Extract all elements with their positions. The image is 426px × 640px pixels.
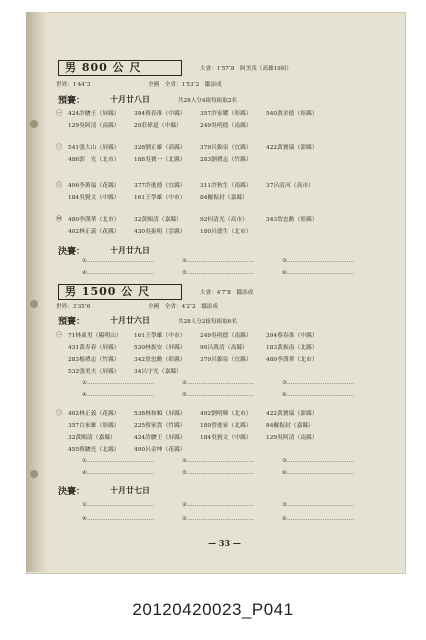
- athlete-entry: 377許進德（宜縣）: [134, 183, 186, 189]
- athlete-entry: 431黃寿春（屏縣）: [68, 345, 120, 351]
- athlete-entry: 400呂金坤（花縣）: [134, 447, 186, 453]
- athlete-entry: 541張大山（屏縣）: [68, 145, 120, 151]
- event-800-final-date: 十月廿九日: [110, 245, 150, 255]
- heat-number: ㊃: [56, 216, 63, 223]
- page-content: [52, 18, 397, 568]
- heat-row: [68, 342, 332, 351]
- athlete-entry: 530林振安（屏縣）: [134, 345, 186, 351]
- athlete-entry: 342詹忠勳（彰縣）: [134, 357, 186, 363]
- event-800-prelim-date: 十月廿八日: [110, 94, 150, 104]
- event-1500-final-label: 決賽：: [58, 487, 86, 497]
- event-1500-national-record: 全國 全省：4′2″2 鄒添成: [148, 304, 218, 310]
- final-place: ④………………………………: [82, 516, 155, 522]
- athlete-entry: 90呂萬清（高縣）: [200, 345, 248, 351]
- event-800-prelim-label: 預賽：: [58, 96, 86, 106]
- final-place: ①………………………………: [82, 502, 155, 508]
- athlete-entry: 129吳阿清（南縣）: [266, 435, 318, 441]
- athlete-entry: 161王學雄（中市）: [134, 333, 186, 339]
- athlete-entry: 283劉禮志（竹縣）: [200, 157, 252, 163]
- semi-place: ⑤………………………………: [182, 470, 255, 476]
- athlete-entry: 430吳振明（雲縣）: [134, 229, 186, 235]
- athlete-entry: 20莊偉道（中縣）: [134, 123, 182, 129]
- athlete-entry: 225蔡家貴（竹縣）: [134, 423, 186, 429]
- heat-row: [68, 444, 200, 453]
- final-place: ①………………………………: [82, 258, 155, 264]
- heat-row: [68, 226, 266, 235]
- athlete-entry: 455蔡駿光（北縣）: [68, 447, 120, 453]
- final-place: ⑤………………………………: [182, 270, 255, 276]
- heat-number: ㊂: [56, 182, 63, 189]
- image-caption: 20120420023_P041: [132, 600, 294, 619]
- athlete-entry: 492劉明輝（北市）: [200, 411, 252, 417]
- heat-row: [68, 154, 266, 163]
- athlete-entry: 486郭 光（北市）: [68, 157, 120, 163]
- athlete-entry: 37呂清河（高市）: [266, 183, 314, 189]
- page-number: — 33 —: [208, 538, 241, 548]
- athlete-entry: 379呂錦泉（宜縣）: [200, 357, 252, 363]
- semi-place: ③………………………………: [282, 458, 355, 464]
- semi-place: ①………………………………: [82, 380, 155, 386]
- event-800-final-label: 決賽：: [58, 247, 86, 257]
- athlete-entry: 92何清光（高市）: [200, 217, 248, 223]
- semi-place: ②………………………………: [182, 458, 255, 464]
- athlete-entry: 424許駿王（屏縣）: [68, 111, 120, 117]
- binding-hole: [30, 470, 38, 478]
- final-place: ④………………………………: [82, 270, 155, 276]
- event-1500-title: 男 1500 公 尺: [58, 284, 182, 300]
- page-gutter: [26, 12, 48, 572]
- athlete-entry: 357白家雄（彰縣）: [68, 423, 120, 429]
- athlete-entry: 180呂德生（北市）: [200, 229, 252, 235]
- semi-place: ⑥………………………………: [282, 392, 355, 398]
- athlete-entry: 540黃金德（彰縣）: [266, 111, 318, 117]
- final-place: ③………………………………: [282, 258, 355, 264]
- athlete-entry: 249吳明德（南縣）: [200, 333, 252, 339]
- heat-row: [68, 142, 332, 151]
- heat-row: [68, 120, 266, 129]
- final-place: ②………………………………: [182, 258, 255, 264]
- athlete-entry: 184吳賢文（中縣）: [200, 435, 252, 441]
- athlete-entry: 32黃順清（嘉縣）: [68, 435, 116, 441]
- heat-row: [68, 432, 332, 441]
- heat-row: [68, 180, 332, 189]
- binding-hole: [30, 120, 38, 128]
- athlete-entry: 311許秋生（南縣）: [200, 183, 252, 189]
- semi-place: ④………………………………: [82, 392, 155, 398]
- semi-place: ⑤………………………………: [182, 392, 255, 398]
- heat-row: [68, 108, 332, 117]
- athlete-entry: 402林正義（花縣）: [68, 411, 120, 417]
- athlete-entry: 189曾進家（北縣）: [200, 423, 252, 429]
- athlete-entry: 283楊禮志（竹縣）: [68, 357, 120, 363]
- athlete-entry: 328劉正雄（高縣）: [134, 145, 186, 151]
- heat-row: [68, 214, 332, 223]
- athlete-entry: 34呂守光（嘉縣）: [134, 369, 182, 375]
- athlete-entry: 379呂錦泉（宜縣）: [200, 145, 252, 151]
- athlete-entry: 357許家耀（彰縣）: [200, 111, 252, 117]
- athlete-entry: 343詹忠勳（彰縣）: [266, 217, 318, 223]
- athlete-entry: 394蔡春淮（中縣）: [134, 111, 186, 117]
- athlete-entry: 84羅振封（嘉縣）: [200, 195, 248, 201]
- final-place: ⑥………………………………: [282, 516, 355, 522]
- event-1500-prelim-note: 共28人分2組每組取6名: [178, 319, 237, 325]
- athlete-entry: 402林正義（花縣）: [68, 229, 120, 235]
- binding-hole: [30, 300, 38, 308]
- semi-place: ②………………………………: [182, 380, 255, 386]
- heat-number: ㊁: [56, 144, 63, 151]
- final-place: ③………………………………: [282, 502, 355, 508]
- heat-row: [68, 354, 332, 363]
- athlete-entry: 532張美夫（屏縣）: [68, 369, 120, 375]
- athlete-entry: 183黃振南（北縣）: [266, 345, 318, 351]
- event-800-title: 男 800 公 尺: [58, 60, 182, 76]
- heat-number: ㊀: [56, 110, 63, 117]
- event-800-world-record: 世界：1′44″3: [56, 82, 91, 88]
- semi-place: ①………………………………: [82, 458, 155, 464]
- athlete-entry: 249吳明德（南縣）: [200, 123, 252, 129]
- athlete-entry: 84羅振封（嘉縣）: [266, 423, 314, 429]
- athlete-entry: 480李漢華（北市）: [266, 357, 318, 363]
- athlete-entry: 184吳賢文（中縣）: [68, 195, 120, 201]
- heat-row: [68, 366, 200, 375]
- event-800-prelim-note: 共28人分4組每組取2名: [178, 98, 237, 104]
- heat-row: [68, 192, 266, 201]
- athlete-entry: 422黃寶瑞（澎縣）: [266, 411, 318, 417]
- final-place: ⑥………………………………: [282, 270, 355, 276]
- event-1500-world-record: 世界：3′35″6: [56, 304, 91, 310]
- event-800-national-record: 全國 全省：1′53″2 鄒添成: [148, 82, 222, 88]
- final-place: ②………………………………: [182, 502, 255, 508]
- heat-row: [68, 420, 332, 429]
- athlete-entry: 129吳阿清（南縣）: [68, 123, 120, 129]
- event-1500-prelim-date: 十月廿六日: [110, 315, 150, 325]
- event-1500-final-date: 十月廿七日: [110, 485, 150, 495]
- event-800-assembly-record: 大會：1′57″8 阿美茂（高雄19屆）: [200, 66, 292, 72]
- heat-number: ㊁: [56, 410, 63, 417]
- athlete-entry: 422黃寶瑞（澎縣）: [266, 145, 318, 151]
- semi-place: ⑥………………………………: [282, 470, 355, 476]
- semi-place: ③………………………………: [282, 380, 355, 386]
- athlete-entry: 538林和順（屏縣）: [134, 411, 186, 417]
- event-1500-assembly-record: 大會：4′7″8 鄒添成: [200, 290, 254, 296]
- athlete-entry: 394蔡春淮（中縣）: [266, 333, 318, 339]
- athlete-entry: 161王學雄（中市）: [134, 195, 186, 201]
- athlete-entry: 424許駿王（屏縣）: [134, 435, 186, 441]
- athlete-entry: 71林東男（陽明山）: [68, 333, 122, 339]
- heat-row: [68, 408, 332, 417]
- athlete-entry: 480李漢華（北市）: [68, 217, 120, 223]
- final-place: ⑤………………………………: [182, 516, 255, 522]
- athlete-entry: 32黃順清（嘉縣）: [134, 217, 182, 223]
- heat-row: [68, 330, 332, 339]
- event-1500-prelim-label: 預賽：: [58, 317, 86, 327]
- semi-place: ④………………………………: [82, 470, 155, 476]
- athlete-entry: 188吳寶一（北縣）: [134, 157, 186, 163]
- athlete-entry: 406李萬福（花縣）: [68, 183, 120, 189]
- heat-number: ㊀: [56, 332, 63, 339]
